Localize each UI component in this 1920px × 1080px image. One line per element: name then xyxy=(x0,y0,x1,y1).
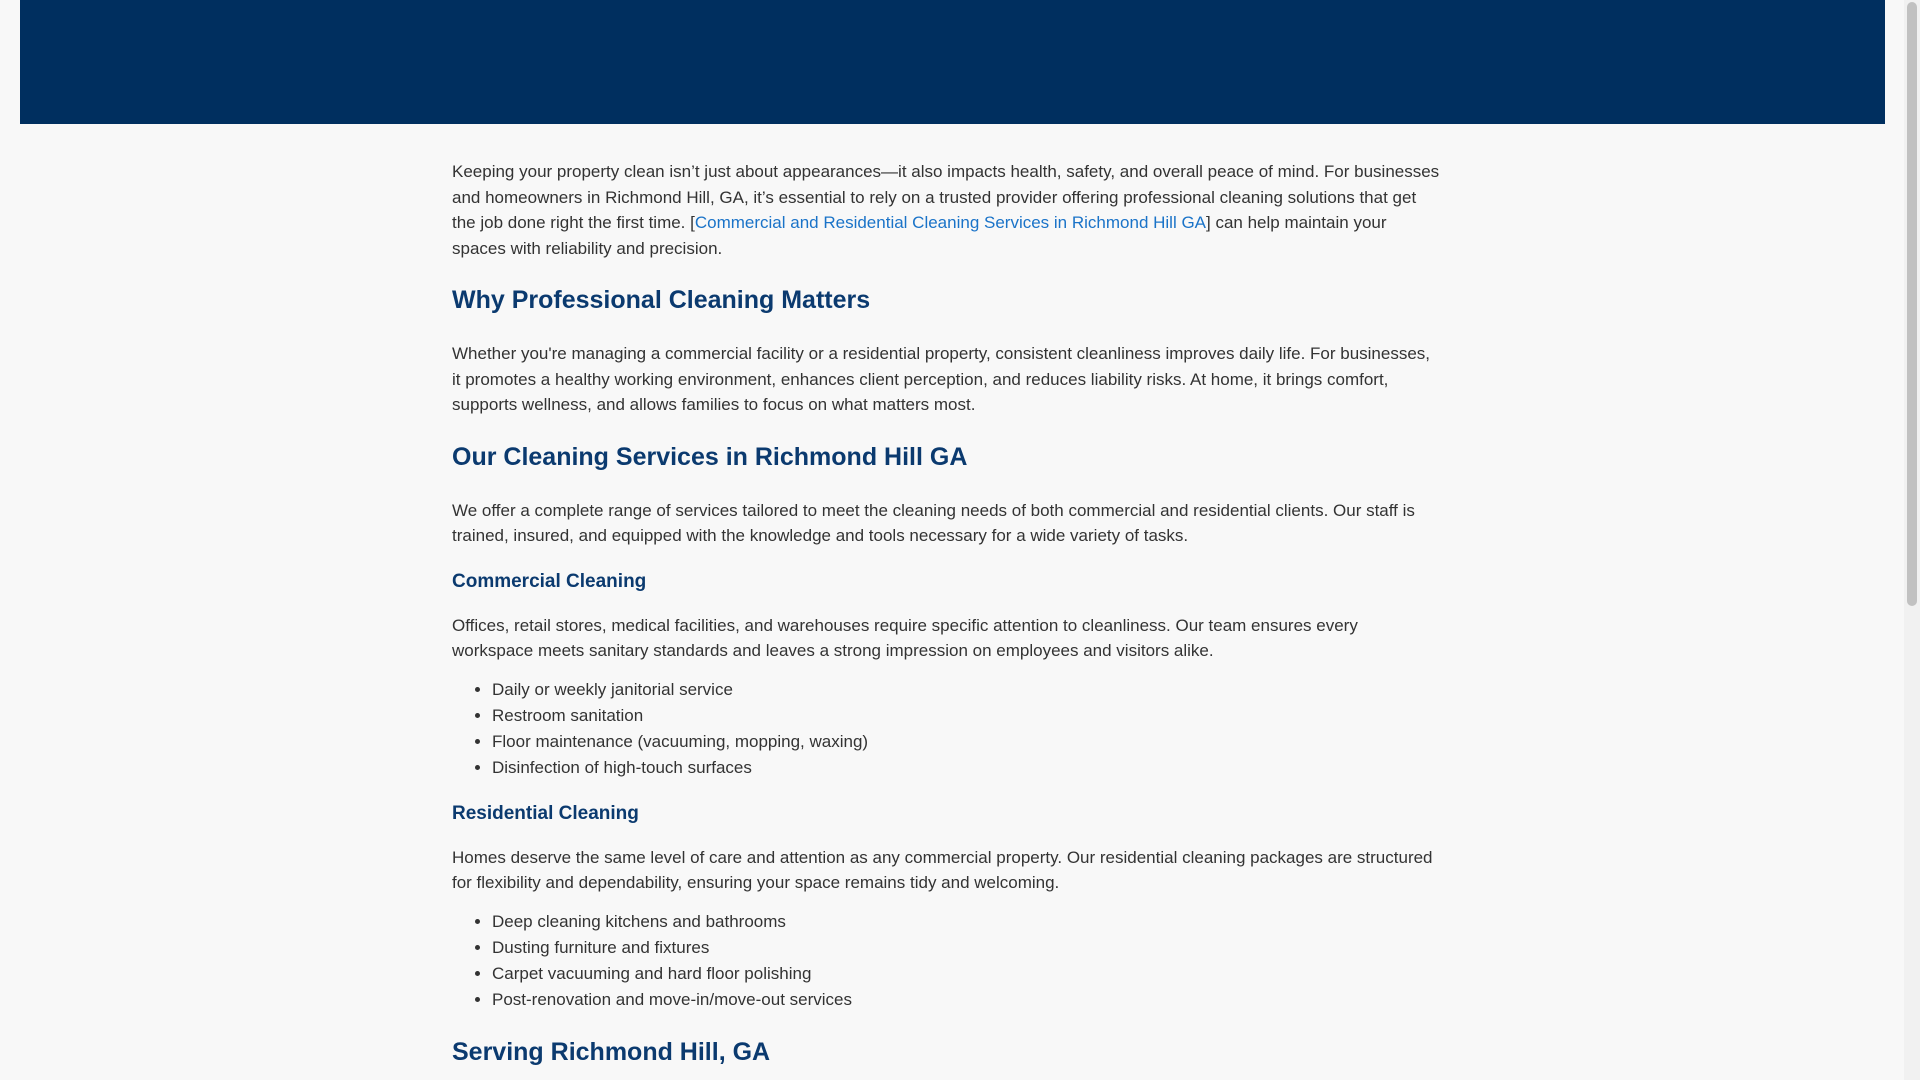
list-item: • Daily or weekly janitorial service xyxy=(492,677,1442,703)
scrollbar-thumb[interactable] xyxy=(1907,2,1917,606)
heading-residential-cleaning: Residential Cleaning xyxy=(452,802,639,824)
list-item: • Deep cleaning kitchens and bathrooms xyxy=(492,909,1442,935)
intro-text-after: ] can help maintain your spaces with reliability and precision. xyxy=(452,213,1387,258)
residential-paragraph: Homes deserve the same level of care and attention as any commercial property. Our residential cleaning packages are structured for flexibility and dependability, ensuring your space remains tidy and welcoming. xyxy=(452,847,1433,892)
commercial-paragraph: Offices, retail stores, medical facilities, and warehouses require specific attention to cleanliness. Our team ensures every workspace meets sanitary standards and leaves a strong impression on employees and visitors alike. xyxy=(452,615,1358,660)
heading-our-services: Our Cleaning Services in Richmond Hill GA xyxy=(452,442,968,471)
site-header-bar xyxy=(20,0,1885,124)
heading-commercial-cleaning: Commercial Cleaning xyxy=(452,570,647,592)
heading-serving-richmond-hill: Serving Richmond Hill, GA xyxy=(452,1037,771,1066)
services-link[interactable]: Commercial and Residential Cleaning Services in Richmond Hill GA xyxy=(694,213,1207,232)
list-item: • Floor maintenance (vacuuming, mopping, waxing) xyxy=(492,729,1442,755)
services-paragraph: We offer a complete range of services tailored to meet the cleaning needs of both commercial and residential clients. Our staff is trained, insured, and equipped with the knowledge and tools necessary for a wide variety of tasks. xyxy=(452,500,1415,545)
list-item: • Restroom sanitation xyxy=(492,703,1442,729)
residential-list xyxy=(452,909,1442,1013)
article-content xyxy=(452,146,1442,1080)
commercial-list xyxy=(452,677,1442,781)
heading-why-professional-cleaning: Why Professional Cleaning Matters xyxy=(452,286,871,314)
intro-text-before: Keeping your property clean isn’t just about appearances—it also impacts health, safety, and overall peace of mind. For businesses and homeowners in Richmond Hill, GA, it’s essential to rely on a trusted provider offering professional cleaning solutions that get the job done right the first time. [ xyxy=(452,162,1440,232)
list-item: • Disinfection of high-touch surfaces xyxy=(492,755,1442,781)
vertical-scrollbar[interactable] xyxy=(1904,0,1920,1080)
why-paragraph: Whether you're managing a commercial facility or a residential property, consistent cleanliness improves daily life. For businesses, it promotes a healthy working environment, enhances client perception, and reduces liability risks. At home, it brings comfort, supports wellness, and allows families to focus on what matters most. xyxy=(452,344,1431,414)
list-item: • Post-renovation and move-in/move-out services xyxy=(492,987,1442,1013)
list-item: • Dusting furniture and fixtures xyxy=(492,935,1442,961)
list-item: • Carpet vacuuming and hard floor polishing xyxy=(492,961,1442,987)
intro-paragraph xyxy=(452,159,1442,261)
